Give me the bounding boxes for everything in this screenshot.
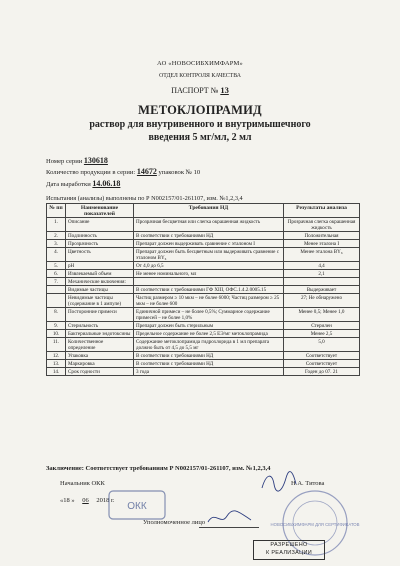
row-requirement: Содержание метоклопрамида гидрохлорида в 1 мл препарата должно быть от 4,5 до 5,5 мг xyxy=(134,338,284,352)
passport-title xyxy=(0,85,400,95)
row-number xyxy=(47,294,66,308)
row-number xyxy=(47,286,66,294)
authorized-signature xyxy=(205,508,255,533)
row-requirement xyxy=(134,278,284,286)
row-number: 10. xyxy=(47,330,66,338)
product-name: МЕТОКЛОПРАМИД xyxy=(138,103,262,117)
date-day: «18 » xyxy=(60,497,75,504)
table-row xyxy=(47,232,360,240)
table-row xyxy=(47,352,360,360)
row-name: Бактериальные эндотоксины xyxy=(66,330,134,338)
row-result: 2,1 xyxy=(284,270,360,278)
row-result: Годен до 07. 21 xyxy=(284,368,360,376)
row-result: 27; Не обнаружено xyxy=(284,294,360,308)
release-value: 14.06.18 xyxy=(92,179,121,188)
row-name: Упаковка xyxy=(66,352,134,360)
passport-number: 13 xyxy=(220,85,229,95)
row-name: Видимые частицы xyxy=(66,286,134,294)
product-description xyxy=(0,118,400,144)
row-name: Срок годности xyxy=(66,368,134,376)
passport-label: ПАСПОРТ № xyxy=(171,86,219,95)
row-result: Менее 2,5 xyxy=(284,330,360,338)
row-requirement: В соответствии с требованиями НД xyxy=(134,352,284,360)
row-requirement: Прозрачная бесцветная или слегка окрашенная жидкость xyxy=(134,218,284,232)
quantity-line xyxy=(46,167,200,176)
quantity-value: 14672 xyxy=(136,167,157,176)
row-requirement: От 4,0 до 6,5 xyxy=(134,262,284,270)
row-number: 8. xyxy=(47,308,66,322)
row-result: Менее 0,5; Менее 1,0 xyxy=(284,308,360,322)
okk-stamp-text: ОКК xyxy=(127,501,147,512)
conclusion: Заключение: Соответствует требованиям Р N002157/01-261107, изм. №1,2,3,4 xyxy=(46,465,271,472)
okk-stamp xyxy=(108,490,166,525)
head-signature xyxy=(258,470,298,499)
row-requirement: Препарат должен быть бесцветным или выдерживать сравнение с эталоном BY₆ xyxy=(134,248,284,262)
row-name: Невидимые частицы (содержание в 1 ампуле) xyxy=(66,294,134,308)
row-name: Цветность xyxy=(66,248,134,262)
product-description-line2: введения 5 мг/мл, 2 мл xyxy=(148,132,252,143)
table-row xyxy=(47,368,360,376)
date-month: 06 xyxy=(82,497,89,504)
row-number: 13. xyxy=(47,360,66,368)
release-stamp-line1: РАЗРЕШЕНО xyxy=(270,542,308,548)
row-number: 7. xyxy=(47,278,66,286)
table-row xyxy=(47,322,360,330)
row-requirement: Предельное содержание не более 2,5 ЕЭ/мг метоклопрамида xyxy=(134,330,284,338)
date-year: 2018 г. xyxy=(96,497,115,504)
row-number: 9. xyxy=(47,322,66,330)
test-results-table xyxy=(46,203,360,376)
row-name: Подлинность xyxy=(66,232,134,240)
table-row xyxy=(47,278,360,286)
signature-date xyxy=(60,497,115,504)
head-okk-name: Н.А. Титова xyxy=(291,480,325,487)
table-row xyxy=(47,294,360,308)
table-row xyxy=(47,286,360,294)
row-name: Описание xyxy=(66,218,134,232)
row-result: Выдерживает xyxy=(284,286,360,294)
row-result xyxy=(284,278,360,286)
row-number: 3. xyxy=(47,240,66,248)
row-requirement: Препарат должен быть стерильным xyxy=(134,322,284,330)
row-number: 4. xyxy=(47,248,66,262)
row-result: Менее эталона BY₆ xyxy=(284,248,360,262)
row-result: Стерилен xyxy=(284,322,360,330)
row-number: 2. xyxy=(47,232,66,240)
row-result: 4,4 xyxy=(284,262,360,270)
row-requirement: В соответствии с требованиями НД xyxy=(134,360,284,368)
row-number: 6. xyxy=(47,270,66,278)
table-row xyxy=(47,360,360,368)
row-name: Стерильность xyxy=(66,322,134,330)
organization-name: АО «НОВОСИБХИМФАРМ» xyxy=(157,60,243,67)
table-row xyxy=(47,338,360,352)
header-name: Наименование показателей xyxy=(66,204,134,218)
row-result: Прозрачная слегка окрашенная жидкость xyxy=(284,218,360,232)
row-requirement: Частиц размером ≥ 10 мкм – не более 6000; Частиц размером ≥ 25 мкм – не более 600 xyxy=(134,294,284,308)
row-result: Соответствует xyxy=(284,352,360,360)
row-requirement: Единичной примеси – не более 0,5%; Суммарное содержание примесей – не более 1,0% xyxy=(134,308,284,322)
row-result: Менее эталона I xyxy=(284,240,360,248)
header-result: Результаты анализа xyxy=(284,204,360,218)
row-requirement: В соответствии с требованиями ГФ XIII, ОФС.1.4.2.0005.15 xyxy=(134,286,284,294)
row-result: Положительная xyxy=(284,232,360,240)
row-number: 14. xyxy=(47,368,66,376)
round-seal-text: НОВОСИБХИМФАРМ ДЛЯ СЕРТИФИКАТОВ xyxy=(270,522,360,527)
row-name: Количественное определение xyxy=(66,338,134,352)
table-row xyxy=(47,330,360,338)
table-row xyxy=(47,270,360,278)
row-number: 11. xyxy=(47,338,66,352)
release-line xyxy=(46,179,120,188)
row-name: Извлекаемый объем xyxy=(66,270,134,278)
table-row xyxy=(47,248,360,262)
table-row xyxy=(47,218,360,232)
row-name: Маркировка xyxy=(66,360,134,368)
row-requirement: Не менее номинального, мл xyxy=(134,270,284,278)
table-row xyxy=(47,240,360,248)
release-stamp xyxy=(253,540,325,560)
row-requirement: В соответствии с требованиями НД xyxy=(134,232,284,240)
authorized-person-label: Уполномоченное лицо xyxy=(143,519,206,526)
series-label: Номер серии xyxy=(46,158,83,165)
head-okk-label: Начальник ОКК xyxy=(60,480,105,487)
row-name: pH xyxy=(66,262,134,270)
row-name: Прозрачность xyxy=(66,240,134,248)
row-requirement: 3 года xyxy=(134,368,284,376)
department-name: ОТДЕЛ КОНТРОЛЯ КАЧЕСТВА xyxy=(159,73,241,79)
row-requirement: Препарат должен выдерживать сравнение с эталоном I xyxy=(134,240,284,248)
table-row xyxy=(47,308,360,322)
product-description-line1: раствор для внутривенного и внутримышечного xyxy=(89,119,311,130)
quantity-label: Количество продукции в серии: xyxy=(46,169,136,176)
series-value: 130618 xyxy=(83,156,108,165)
table-header-row xyxy=(47,204,360,218)
row-name: Механические включения: xyxy=(66,278,134,286)
row-number: 5. xyxy=(47,262,66,270)
package-text: упаковок № 10 xyxy=(158,169,201,176)
row-number: 1. xyxy=(47,218,66,232)
table-row xyxy=(47,262,360,270)
row-number: 12. xyxy=(47,352,66,360)
release-label: Дата выработки xyxy=(46,181,91,188)
row-result: 5,0 xyxy=(284,338,360,352)
header-requirement: Требования НД xyxy=(134,204,284,218)
release-stamp-line2: К РЕАЛИЗАЦИИ xyxy=(266,550,312,556)
row-result: Соответствует xyxy=(284,360,360,368)
tests-heading: Испытания (анализы) выполнены по Р N002157/01-261107, изм. №1,2,3,4 xyxy=(46,195,243,202)
row-name: Посторонние примеси xyxy=(66,308,134,322)
header-num: № пп xyxy=(47,204,66,218)
series-line xyxy=(46,156,108,165)
